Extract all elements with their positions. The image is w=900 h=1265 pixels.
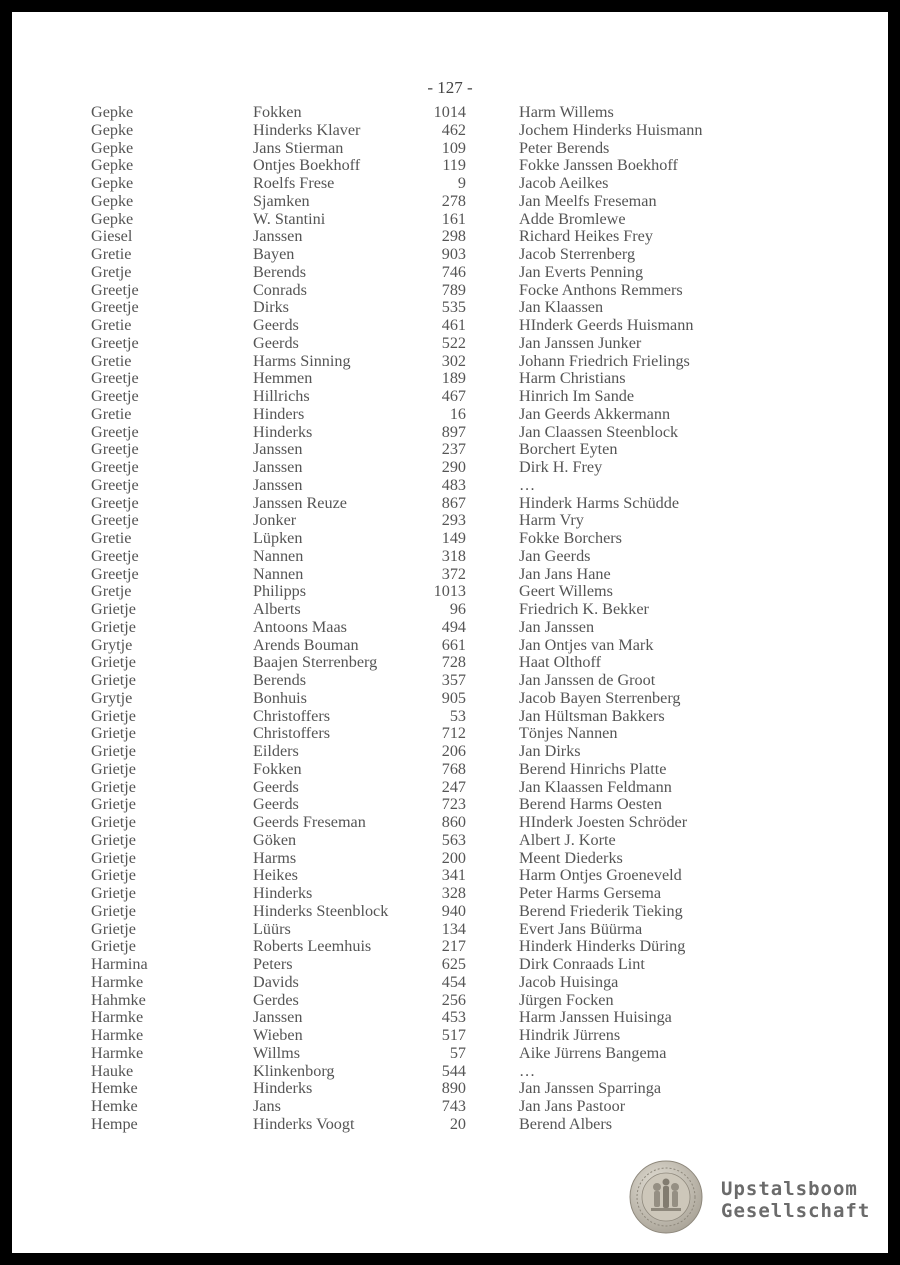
surname: Hinderks Voogt [253, 1114, 355, 1133]
surname: Conrads [253, 280, 307, 299]
list-item [12, 796, 888, 814]
entry-number: 357 [441, 671, 466, 689]
list-item [12, 1063, 888, 1081]
surname: Geerds [253, 333, 299, 352]
given-name: Greetje [91, 387, 139, 405]
partner-name: Jan Jans Pastoor [519, 1097, 626, 1115]
entry-number: 341 [441, 866, 466, 885]
given-name: Gretie [91, 316, 132, 334]
partner-name: Berend Hinrichs Platte [519, 759, 667, 778]
given-name: Gepke [91, 156, 134, 175]
given-name: Hempe [91, 1114, 138, 1133]
entry-number: 453 [441, 1008, 466, 1027]
list-item [12, 406, 888, 424]
surname: Willms [253, 1043, 301, 1062]
entry-number: 462 [441, 120, 466, 139]
given-name: Greetje [91, 333, 139, 352]
partner-name: Jan Janssen Sparringa [519, 1079, 662, 1098]
list-item [12, 814, 888, 832]
given-name: Gretie [91, 351, 132, 370]
list-item [12, 335, 888, 353]
entry-number: 298 [441, 227, 466, 246]
given-name: Greetje [91, 564, 139, 583]
list-item [12, 850, 888, 868]
entry-number: 712 [441, 724, 466, 743]
entry-number: 1013 [433, 582, 466, 601]
surname: Nannen [253, 546, 304, 565]
partner-name: Jan Janssen Junker [519, 333, 642, 352]
surname: Bayen [253, 245, 295, 263]
given-name: Greetje [91, 440, 139, 459]
list-item [12, 921, 888, 939]
given-name: Greetje [91, 493, 139, 512]
partner-name: Jan Dirks [519, 742, 581, 760]
given-name: Hemke [91, 1097, 138, 1115]
surname: Wieben [253, 1026, 303, 1044]
entry-number: 119 [442, 156, 466, 175]
list-item [12, 104, 888, 122]
list-item [12, 672, 888, 690]
list-item [12, 1045, 888, 1063]
partner-name: Hinderk Hinderks Düring [519, 937, 686, 956]
brand-line-2: Gesellschaft [721, 1200, 871, 1222]
footer-logo [629, 1160, 879, 1236]
entry-number: 903 [441, 245, 466, 263]
entry-number: 517 [441, 1026, 466, 1044]
surname: Fokken [253, 103, 302, 121]
surname: Hemmen [253, 369, 313, 388]
partner-name: Haat Olthoff [519, 653, 601, 672]
partner-name: Harm Christians [519, 369, 626, 388]
entry-number: 57 [449, 1043, 466, 1062]
entry-number: 940 [441, 901, 466, 920]
given-name: Greetje [91, 298, 139, 317]
given-name: Grietje [91, 848, 136, 867]
surname: Christoffers [253, 706, 331, 725]
given-name: Grietje [91, 919, 136, 938]
surname: Arends Bouman [253, 635, 359, 654]
entry-number: 743 [441, 1097, 466, 1115]
list-item [12, 282, 888, 300]
given-name: Harmke [91, 1008, 144, 1027]
entry-number: 867 [441, 493, 466, 512]
surname: Sjamken [253, 191, 310, 210]
list-item [12, 832, 888, 850]
given-name: Grietje [91, 706, 136, 725]
surname: Geerds Freseman [253, 813, 366, 831]
partner-name: Evert Jans Büürma [519, 919, 643, 938]
surname: Harms Sinning [253, 351, 351, 370]
surname: Hinders [253, 404, 305, 423]
partner-name: Hindrik Jürrens [519, 1026, 621, 1044]
partner-name: HInderk Geerds Huismann [519, 316, 694, 334]
entry-number: 522 [441, 333, 466, 352]
entry-number: 134 [441, 919, 466, 938]
list-item [12, 122, 888, 140]
list-item [12, 903, 888, 921]
entry-number: 96 [449, 600, 466, 618]
surname: Jans Stierman [253, 138, 344, 157]
surname: Berends [253, 262, 307, 281]
partner-name: Geert Willems [519, 582, 613, 601]
given-name: Gepke [91, 120, 134, 139]
entry-number: 1014 [433, 103, 466, 121]
entry-number: 237 [441, 440, 466, 459]
partner-name: Jacob Bayen Sterrenberg [519, 688, 681, 707]
list-item [12, 246, 888, 264]
entry-number: 53 [449, 706, 466, 725]
entry-number: 728 [441, 653, 466, 672]
given-name: Greetje [91, 422, 139, 441]
given-name: Giesel [91, 227, 133, 246]
surname: Hinderks Klaver [253, 120, 361, 139]
entry-number: 318 [441, 546, 466, 565]
entry-number: 293 [441, 511, 466, 530]
surname: Jonker [253, 511, 297, 530]
entry-number: 860 [441, 813, 466, 831]
partner-name: … [519, 475, 536, 494]
list-item [12, 938, 888, 956]
partner-name: Aike Jürrens Bangema [519, 1043, 667, 1062]
entry-number: 454 [441, 972, 466, 991]
given-name: Gepke [91, 174, 134, 192]
surname: Baajen Sterrenberg [253, 653, 378, 672]
list-item [12, 157, 888, 175]
partner-name: Tönjes Nannen [519, 724, 618, 743]
partner-name: Jan Janssen de Groot [519, 671, 656, 689]
surname: Christoffers [253, 724, 331, 743]
partner-name: Fokke Janssen Boekhoff [519, 156, 678, 175]
given-name: Gepke [91, 138, 134, 157]
surname: Alberts [253, 600, 301, 618]
page-number: - 127 - [427, 78, 473, 97]
given-name: Grietje [91, 777, 136, 796]
entry-number: 109 [441, 138, 466, 157]
entry-number: 9 [457, 174, 466, 192]
surname: Hillrichs [253, 387, 310, 405]
entry-number: 544 [441, 1061, 466, 1080]
entry-number: 189 [441, 369, 466, 388]
entry-number: 661 [441, 635, 466, 654]
partner-name: Borchert Eyten [519, 440, 618, 459]
partner-name: Jan Klaassen Feldmann [519, 777, 672, 796]
surname: Gerdes [253, 990, 299, 1009]
surname: Hinderks [253, 884, 313, 902]
entry-number: 328 [441, 884, 466, 902]
entry-number: 625 [441, 955, 466, 973]
list-item [12, 140, 888, 158]
partner-name: Dirk Conraads Lint [519, 955, 645, 973]
partner-name: Meent Diederks [519, 848, 623, 867]
list-item [12, 264, 888, 282]
entry-number: 467 [441, 387, 466, 405]
partner-name: Adde Bromlewe [519, 209, 626, 228]
list-item [12, 761, 888, 779]
list-item [12, 583, 888, 601]
list-item [12, 1116, 888, 1134]
entry-number: 217 [441, 937, 466, 956]
given-name: Gepke [91, 209, 134, 228]
given-name: Gepke [91, 103, 134, 121]
partner-name: Jacob Huisinga [519, 972, 619, 991]
entry-number: 890 [441, 1079, 466, 1098]
entry-number: 372 [441, 564, 466, 583]
partner-name: Focke Anthons Remmers [519, 280, 683, 299]
list-item [12, 477, 888, 495]
surname: Hinderks [253, 422, 313, 441]
given-name: Greetje [91, 280, 139, 299]
entry-number: 483 [441, 475, 466, 494]
surname: W. Stantini [253, 209, 326, 228]
surname: Berends [253, 671, 307, 689]
partner-name: Jan Klaassen [519, 298, 604, 317]
surname: Harms [253, 848, 297, 867]
partner-name: Jan Jans Hane [519, 564, 611, 583]
partner-name: Jochem Hinderks Huismann [519, 120, 703, 139]
partner-name: Jan Ontjes van Mark [519, 635, 654, 654]
list-item [12, 317, 888, 335]
given-name: Grietje [91, 742, 136, 760]
surname: Janssen [253, 227, 303, 246]
list-item [12, 530, 888, 548]
given-name: Grietje [91, 653, 136, 672]
surname: Roelfs Frese [253, 174, 335, 192]
list-item [12, 512, 888, 530]
given-name: Gretie [91, 245, 132, 263]
list-item [12, 992, 888, 1010]
partner-name: Hinderk Harms Schüdde [519, 493, 680, 512]
partner-name: Jan Everts Penning [519, 262, 644, 281]
given-name: Grietje [91, 901, 136, 920]
list-item [12, 424, 888, 442]
list-item [12, 1027, 888, 1045]
entry-number: 563 [441, 830, 466, 849]
surname: Dirks [253, 298, 289, 317]
given-name: Hemke [91, 1079, 138, 1098]
list-item [12, 637, 888, 655]
given-name: Grietje [91, 866, 136, 885]
partner-name: Dirk H. Frey [519, 458, 603, 476]
surname: Bonhuis [253, 688, 307, 707]
partner-name: Richard Heikes Frey [519, 227, 653, 246]
partner-name: Jan Geerds Akkermann [519, 404, 671, 423]
entry-number: 290 [441, 458, 466, 476]
surname: Geerds [253, 777, 299, 796]
list-item [12, 175, 888, 193]
list-item [12, 743, 888, 761]
given-name: Grietje [91, 617, 136, 636]
list-item [12, 779, 888, 797]
surname: Janssen [253, 458, 303, 476]
list-item [12, 867, 888, 885]
given-name: Grietje [91, 813, 136, 831]
partner-name: HInderk Joesten Schröder [519, 813, 688, 831]
given-name: Grietje [91, 830, 136, 849]
brand-line-1: Upstalsboom [721, 1178, 858, 1200]
list-item [12, 1098, 888, 1116]
entry-number: 494 [441, 617, 466, 636]
surname: Hinderks Steenblock [253, 901, 389, 920]
list-item [12, 548, 888, 566]
surname: Janssen [253, 1008, 303, 1027]
list-item [12, 974, 888, 992]
partner-name: Peter Berends [519, 138, 610, 157]
given-name: Harmke [91, 972, 144, 991]
partner-name: Harm Vry [519, 511, 584, 530]
entry-number: 897 [441, 422, 466, 441]
given-name: Grietje [91, 759, 136, 778]
given-name: Greetje [91, 458, 139, 476]
list-item [12, 353, 888, 371]
given-name: Gepke [91, 191, 134, 210]
partner-name: Fokke Borchers [519, 529, 622, 547]
list-item [12, 725, 888, 743]
list-item [12, 708, 888, 726]
list-item [12, 619, 888, 637]
list-item [12, 211, 888, 229]
surname: Heikes [253, 866, 298, 885]
entry-number: 768 [441, 759, 466, 778]
entry-number: 535 [441, 298, 466, 317]
partner-name: Jan Hültsman Bakkers [519, 706, 665, 725]
surname: Janssen [253, 440, 303, 459]
given-name: Hahmke [91, 990, 146, 1009]
surname: Geerds [253, 316, 299, 334]
given-name: Gretje [91, 582, 132, 601]
list-item [12, 388, 888, 406]
entry-number: 789 [441, 280, 466, 299]
entry-number: 278 [441, 191, 466, 210]
given-name: Grytje [91, 635, 133, 654]
given-name: Greetje [91, 546, 139, 565]
surname: Davids [253, 972, 299, 991]
partner-name: Jacob Aeilkes [519, 174, 609, 192]
given-name: Grietje [91, 884, 136, 902]
surname: Ontjes Boekhoff [253, 156, 361, 175]
given-name: Hauke [91, 1061, 134, 1080]
partner-name: Albert J. Korte [519, 830, 616, 849]
given-name: Grietje [91, 795, 136, 814]
partner-name: Berend Harms Oesten [519, 795, 662, 814]
partner-name: … [519, 1061, 536, 1080]
surname: Klinkenborg [253, 1061, 335, 1080]
given-name: Grietje [91, 671, 136, 689]
partner-name: Jacob Sterrenberg [519, 245, 636, 263]
document-page [12, 12, 888, 1253]
surname: Lüpken [253, 529, 303, 547]
list-item [12, 654, 888, 672]
partner-name: Harm Janssen Huisinga [519, 1008, 672, 1027]
surname: Janssen Reuze [253, 493, 347, 512]
surname: Philipps [253, 582, 307, 601]
given-name: Harmke [91, 1026, 144, 1044]
entry-number: 302 [441, 351, 466, 370]
list-item [12, 956, 888, 974]
list-item [12, 1080, 888, 1098]
given-name: Grietje [91, 724, 136, 743]
surname: Peters [253, 955, 293, 973]
given-name: Gretie [91, 404, 132, 423]
partner-name: Jan Janssen [519, 617, 595, 636]
partner-name: Jan Geerds [519, 546, 591, 565]
list-item [12, 193, 888, 211]
given-name: Gretie [91, 529, 132, 547]
partner-name: Hinrich Im Sande [519, 387, 635, 405]
given-name: Greetje [91, 475, 139, 494]
list-item [12, 441, 888, 459]
partner-name: Johann Friedrich Frielings [519, 351, 690, 370]
partner-name: Berend Friederik Tieking [519, 901, 683, 920]
entry-number: 20 [449, 1114, 466, 1133]
entry-list [12, 104, 888, 1134]
entry-number: 161 [441, 209, 466, 228]
given-name: Greetje [91, 511, 139, 530]
partner-name: Peter Harms Gersema [519, 884, 662, 902]
brand-wordmark [721, 1178, 870, 1222]
given-name: Grytje [91, 688, 133, 707]
given-name: Grietje [91, 600, 136, 618]
entry-number: 200 [441, 848, 466, 867]
list-item [12, 228, 888, 246]
list-item [12, 459, 888, 477]
surname: Eilders [253, 742, 299, 760]
entry-number: 746 [441, 262, 466, 281]
list-item [12, 690, 888, 708]
surname: Janssen [253, 475, 303, 494]
surname: Lüürs [253, 919, 291, 938]
list-item [12, 370, 888, 388]
surname: Nannen [253, 564, 304, 583]
partner-name: Jürgen Focken [519, 990, 614, 1009]
entry-number: 247 [441, 777, 466, 796]
list-item [12, 566, 888, 584]
given-name: Harmina [91, 955, 148, 973]
entry-number: 905 [441, 688, 466, 707]
partner-name: Harm Ontjes Groeneveld [519, 866, 682, 885]
surname: Geerds [253, 795, 299, 814]
given-name: Grietje [91, 937, 136, 956]
given-name: Gretje [91, 262, 132, 281]
surname: Göken [253, 830, 297, 849]
surname: Fokken [253, 759, 302, 778]
seal-icon [629, 1160, 703, 1234]
entry-number: 256 [441, 990, 466, 1009]
entry-number: 723 [441, 795, 466, 814]
surname: Hinderks [253, 1079, 313, 1098]
entry-number: 149 [441, 529, 466, 547]
partner-name: Friedrich K. Bekker [519, 600, 649, 618]
surname: Jans [253, 1097, 281, 1115]
surname: Roberts Leemhuis [253, 937, 372, 956]
list-item [12, 601, 888, 619]
entry-number: 206 [441, 742, 466, 760]
entry-number: 16 [449, 404, 466, 423]
list-item [12, 495, 888, 513]
list-item [12, 885, 888, 903]
entry-number: 461 [441, 316, 466, 334]
list-item [12, 1009, 888, 1027]
partner-name: Berend Albers [519, 1114, 613, 1133]
list-item [12, 299, 888, 317]
given-name: Harmke [91, 1043, 144, 1062]
partner-name: Jan Claassen Steenblock [519, 422, 679, 441]
partner-name: Jan Meelfs Freseman [519, 191, 657, 210]
given-name: Greetje [91, 369, 139, 388]
surname: Antoons Maas [253, 617, 347, 636]
partner-name: Harm Willems [519, 103, 614, 121]
